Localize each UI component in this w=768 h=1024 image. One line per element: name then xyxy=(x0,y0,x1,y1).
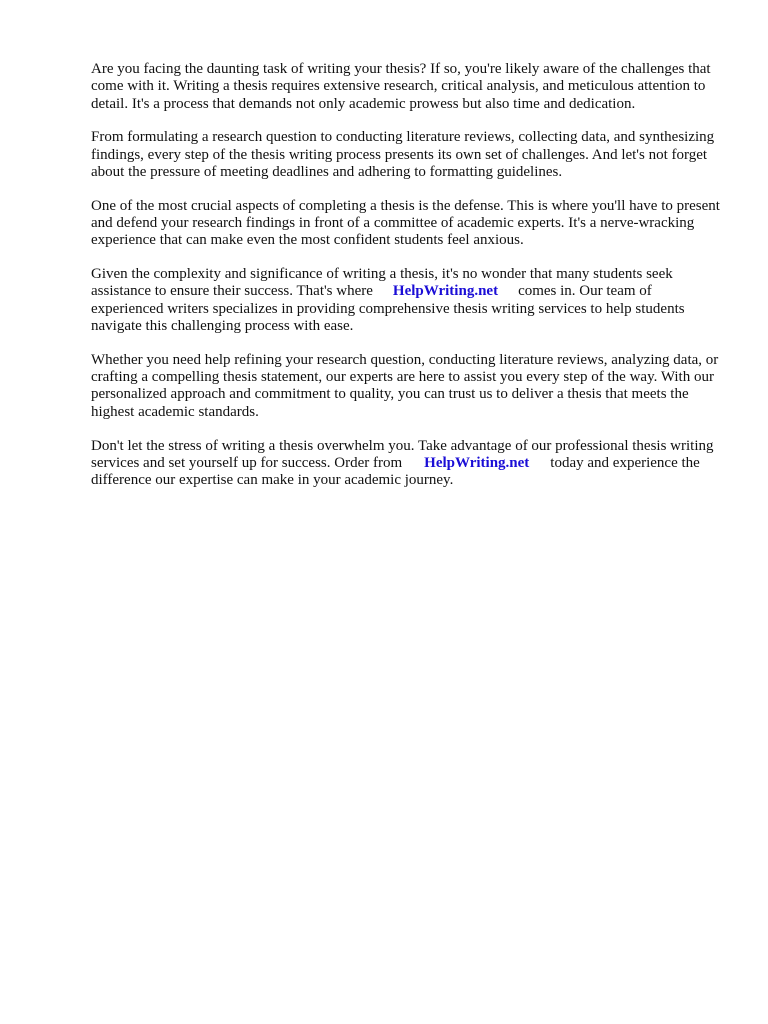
document-body xyxy=(91,61,721,506)
paragraph-text: One of the most crucial aspects of completing a thesis is the defense. This is where you'll have to present and defend your research findings in front of a committee of academic experts. It's a nerve-wracking experience that can make even the most confident students feel anxious. xyxy=(91,197,720,249)
paragraph-text-after: today and experience the difference our expertise can make in your academic journey. xyxy=(91,454,700,489)
helpwriting-link-order[interactable]: HelpWriting.net xyxy=(424,454,530,471)
paragraph-help xyxy=(91,352,721,421)
paragraph-cta xyxy=(91,438,721,490)
paragraph-defense xyxy=(91,198,721,250)
paragraph-text-before: Given the complexity and significance of writing a thesis, it's no wonder that many students seek assistance to ensure their success. That's where xyxy=(91,266,673,300)
paragraph-text: Whether you need help refining your research question, conducting literature reviews, analyzing data, or crafting a compelling thesis statement, our experts are here to assist you every step of the way. With our personalized approach and commitment to quality, you can trust us to deliver a thesis that meets the highest academic standards. xyxy=(91,351,719,420)
paragraph-assistance xyxy=(91,266,721,335)
paragraph-text: From formulating a research question to conducting literature reviews, collecting data, and synthesizing findings, every step of the thesis writing process presents its own set of challenges. And let's not forget about the pressure of meeting deadlines and adhering to formatting guidelines. xyxy=(91,129,715,180)
helpwriting-link[interactable]: HelpWriting.net xyxy=(392,283,499,300)
paragraph-text: Are you facing the daunting task of writing your thesis? If so, you're likely aware of the challenges that come with it. Writing a thesis requires extensive research, critical analysis, and meticulous attention to detail. It's a process that demands not only academic prowess but also time and dedication. xyxy=(91,61,711,112)
paragraph-text-after: comes in. Our team of experienced writers specializes in providing comprehensive thesis writing services to help students navigate this challenging process with ease. xyxy=(91,283,685,335)
paragraph-process xyxy=(91,129,721,181)
paragraph-intro xyxy=(91,61,721,113)
paragraph-text-before: Don't let the stress of writing a thesis overwhelm you. Take advantage of our professional thesis writing services and set yourself up for success. Order from xyxy=(91,437,714,471)
